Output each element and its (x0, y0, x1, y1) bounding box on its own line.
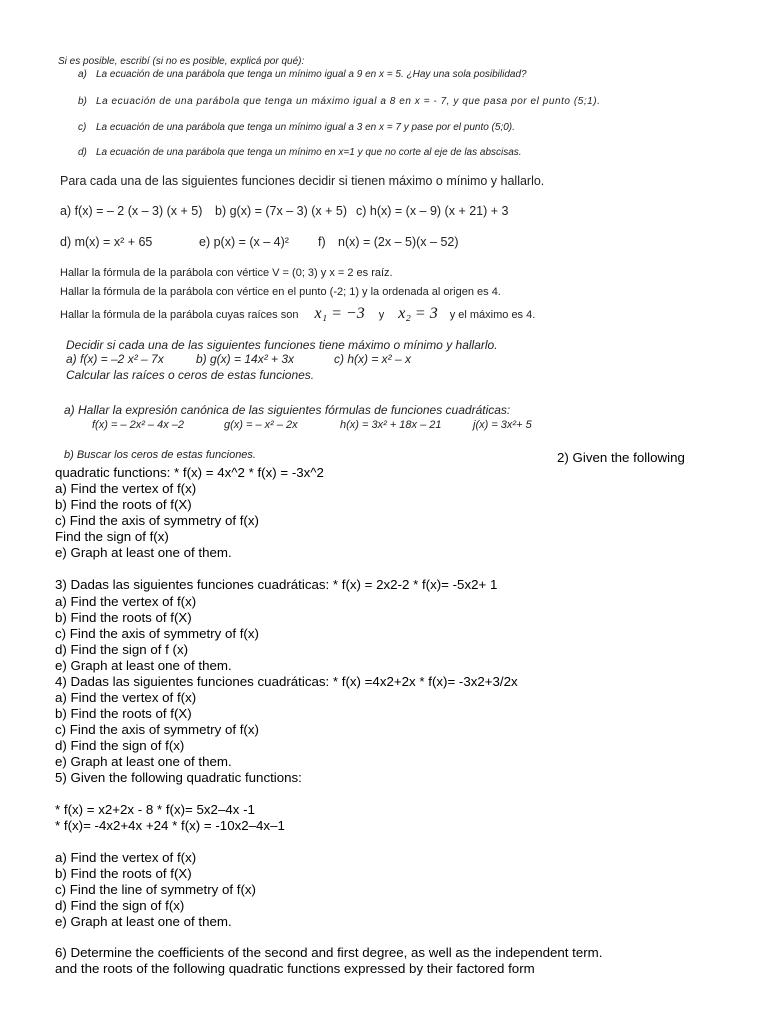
scan-item-d-letter: d) (78, 147, 87, 158)
scan-item-c-letter: c) (78, 122, 87, 133)
text-line-27: 6) Determine the coefficients of the second and first degree, as well as the independent term. (55, 945, 603, 960)
text-line-19: 5) Given the following quadratic functions: (55, 770, 302, 785)
text-line-11: d) Find the sign of f (x) (55, 642, 189, 657)
text-line-24: c) Find the line of symmetry of f(x) (55, 882, 256, 897)
scan-buscar: b) Buscar los ceros de estas funciones. (64, 449, 256, 461)
text-line-25: d) Find the sign of f(x) (55, 898, 185, 913)
scan-item-b: La ecuación de una parábola que tenga un máximo igual a 8 en x = - 7, y que pasa por el punto (5;1). (96, 96, 601, 107)
scan-func-d: d) m(x) = x² + 65 (60, 235, 153, 249)
text-line-20: * f(x) = x2+2x - 8 * f(x)= 5x2–4x -1 (55, 802, 255, 817)
text-line-4: c) Find the axis of symmetry of f(x) (55, 513, 259, 528)
scan-hallar-3-b: y el máximo es 4. (449, 309, 536, 321)
text-line-2: a) Find the vertex of f(x) (55, 481, 197, 496)
scan-canon-title: a) Hallar la expresión canónica de las siguientes fórmulas de funciones cuadráticas: (64, 403, 511, 417)
scan-func-b: b) g(x) = (7x – 3) (x + 5) (215, 204, 347, 218)
text-line-10: c) Find the axis of symmetry of f(x) (55, 626, 259, 641)
text-line-26: e) Graph at least one of them. (55, 914, 232, 929)
text-line-12: e) Graph at least one of them. (55, 658, 232, 673)
text-line-18: e) Graph at least one of them. (55, 754, 232, 769)
scan-decidir-c: c) h(x) = x² – x (334, 352, 412, 366)
scan-func-f: n(x) = (2x – 5)(x – 52) (338, 235, 459, 249)
text-line-21: * f(x)= -4x2+4x +24 * f(x) = -10x2–4x–1 (55, 818, 285, 833)
scan-hallar-3-a: Hallar la fórmula de la parábola cuyas raíces son (60, 309, 299, 321)
text-line-6: e) Graph at least one of them. (55, 545, 232, 560)
text-line-23: b) Find the roots of f(X) (55, 866, 192, 881)
scan-conj-y: y (378, 309, 385, 321)
scan-func-c: c) h(x) = (x – 9) (x + 21) + 3 (356, 204, 509, 218)
text-line-28: and the roots of the following quadratic functions expressed by their factored form (55, 961, 535, 976)
scan-decidir-a: a) f(x) = –2 x² – 7x (66, 352, 164, 366)
scan-decidir: Decidir si cada una de las siguientes funciones tiene máximo o mínimo y hallarlo. (66, 338, 498, 352)
scan-canon-h: h(x) = 3x² + 18x – 21 (340, 419, 442, 431)
text-line-14: a) Find the vertex of f(x) (55, 690, 197, 705)
root-x1: x₁ = −3 (314, 305, 365, 322)
scan-hallar-2: Hallar la fórmula de la parábola con vértice en el punto (-2; 1) y la ordenada al origen es 4. (60, 286, 501, 298)
text-line-1: quadratic functions: * f(x) = 4x^2 * f(x) = -3x^2 (55, 465, 324, 480)
root-x2: x₂ = 3 (398, 305, 438, 322)
text-line-0: 2) Given the following (557, 450, 685, 465)
text-line-3: b) Find the roots of f(X) (55, 497, 192, 512)
text-line-9: b) Find the roots of f(X) (55, 610, 192, 625)
text-line-15: b) Find the roots of f(X) (55, 706, 192, 721)
text-line-22: a) Find the vertex of f(x) (55, 850, 197, 865)
scan-item-c: La ecuación de una parábola que tenga un mínimo igual a 3 en x = 7 y pase por el punto (5;0). (96, 122, 515, 133)
scan-func-f-letter: f) (318, 235, 326, 249)
scan-func-a: a) f(x) = – 2 (x – 3) (x + 5) (60, 204, 203, 218)
scan-canon-g: g(x) = – x² – 2x (224, 419, 298, 431)
scan-item-a-letter: a) (78, 69, 87, 80)
scan-item-d: La ecuación de una parábola que tenga un mínimo en x=1 y que no corte al eje de las abscisas. (96, 147, 522, 158)
scan-hallar-3-row (60, 305, 535, 323)
scan-item-b-letter: b) (78, 96, 87, 107)
text-line-17: d) Find the sign of f(x) (55, 738, 185, 753)
text-line-7: 3) Dadas las siguientes funciones cuadráticas: * f(x) = 2x2-2 * f(x)= -5x2+ 1 (55, 577, 498, 592)
scan-intro: Si es posible, escribí (si no es posible, explicá por qué): (58, 56, 305, 67)
scan-para: Para cada una de las siguientes funciones decidir si tienen máximo o mínimo y hallarlo. (60, 174, 545, 188)
text-line-13: 4) Dadas las siguientes funciones cuadráticas: * f(x) =4x2+2x * f(x)= -3x2+3/2x (55, 674, 518, 689)
scan-item-a: La ecuación de una parábola que tenga un mínimo igual a 9 en x = 5. ¿Hay una sola posibilidad? (96, 69, 527, 80)
text-line-5: Find the sign of f(x) (55, 529, 169, 544)
text-line-8: a) Find the vertex of f(x) (55, 594, 197, 609)
scan-calcular: Calcular las raíces o ceros de estas funciones. (66, 368, 315, 382)
scan-hallar-1: Hallar la fórmula de la parábola con vértice V = (0; 3) y x = 2 es raíz. (60, 267, 393, 279)
scan-canon-j: j(x) = 3x²+ 5 (473, 419, 532, 431)
text-line-16: c) Find the axis of symmetry of f(x) (55, 722, 259, 737)
scan-canon-f: f(x) = – 2x² – 4x –2 (92, 419, 185, 431)
scan-func-e: e) p(x) = (x – 4)² (199, 235, 289, 249)
scan-decidir-b: b) g(x) = 14x² + 3x (196, 352, 295, 366)
